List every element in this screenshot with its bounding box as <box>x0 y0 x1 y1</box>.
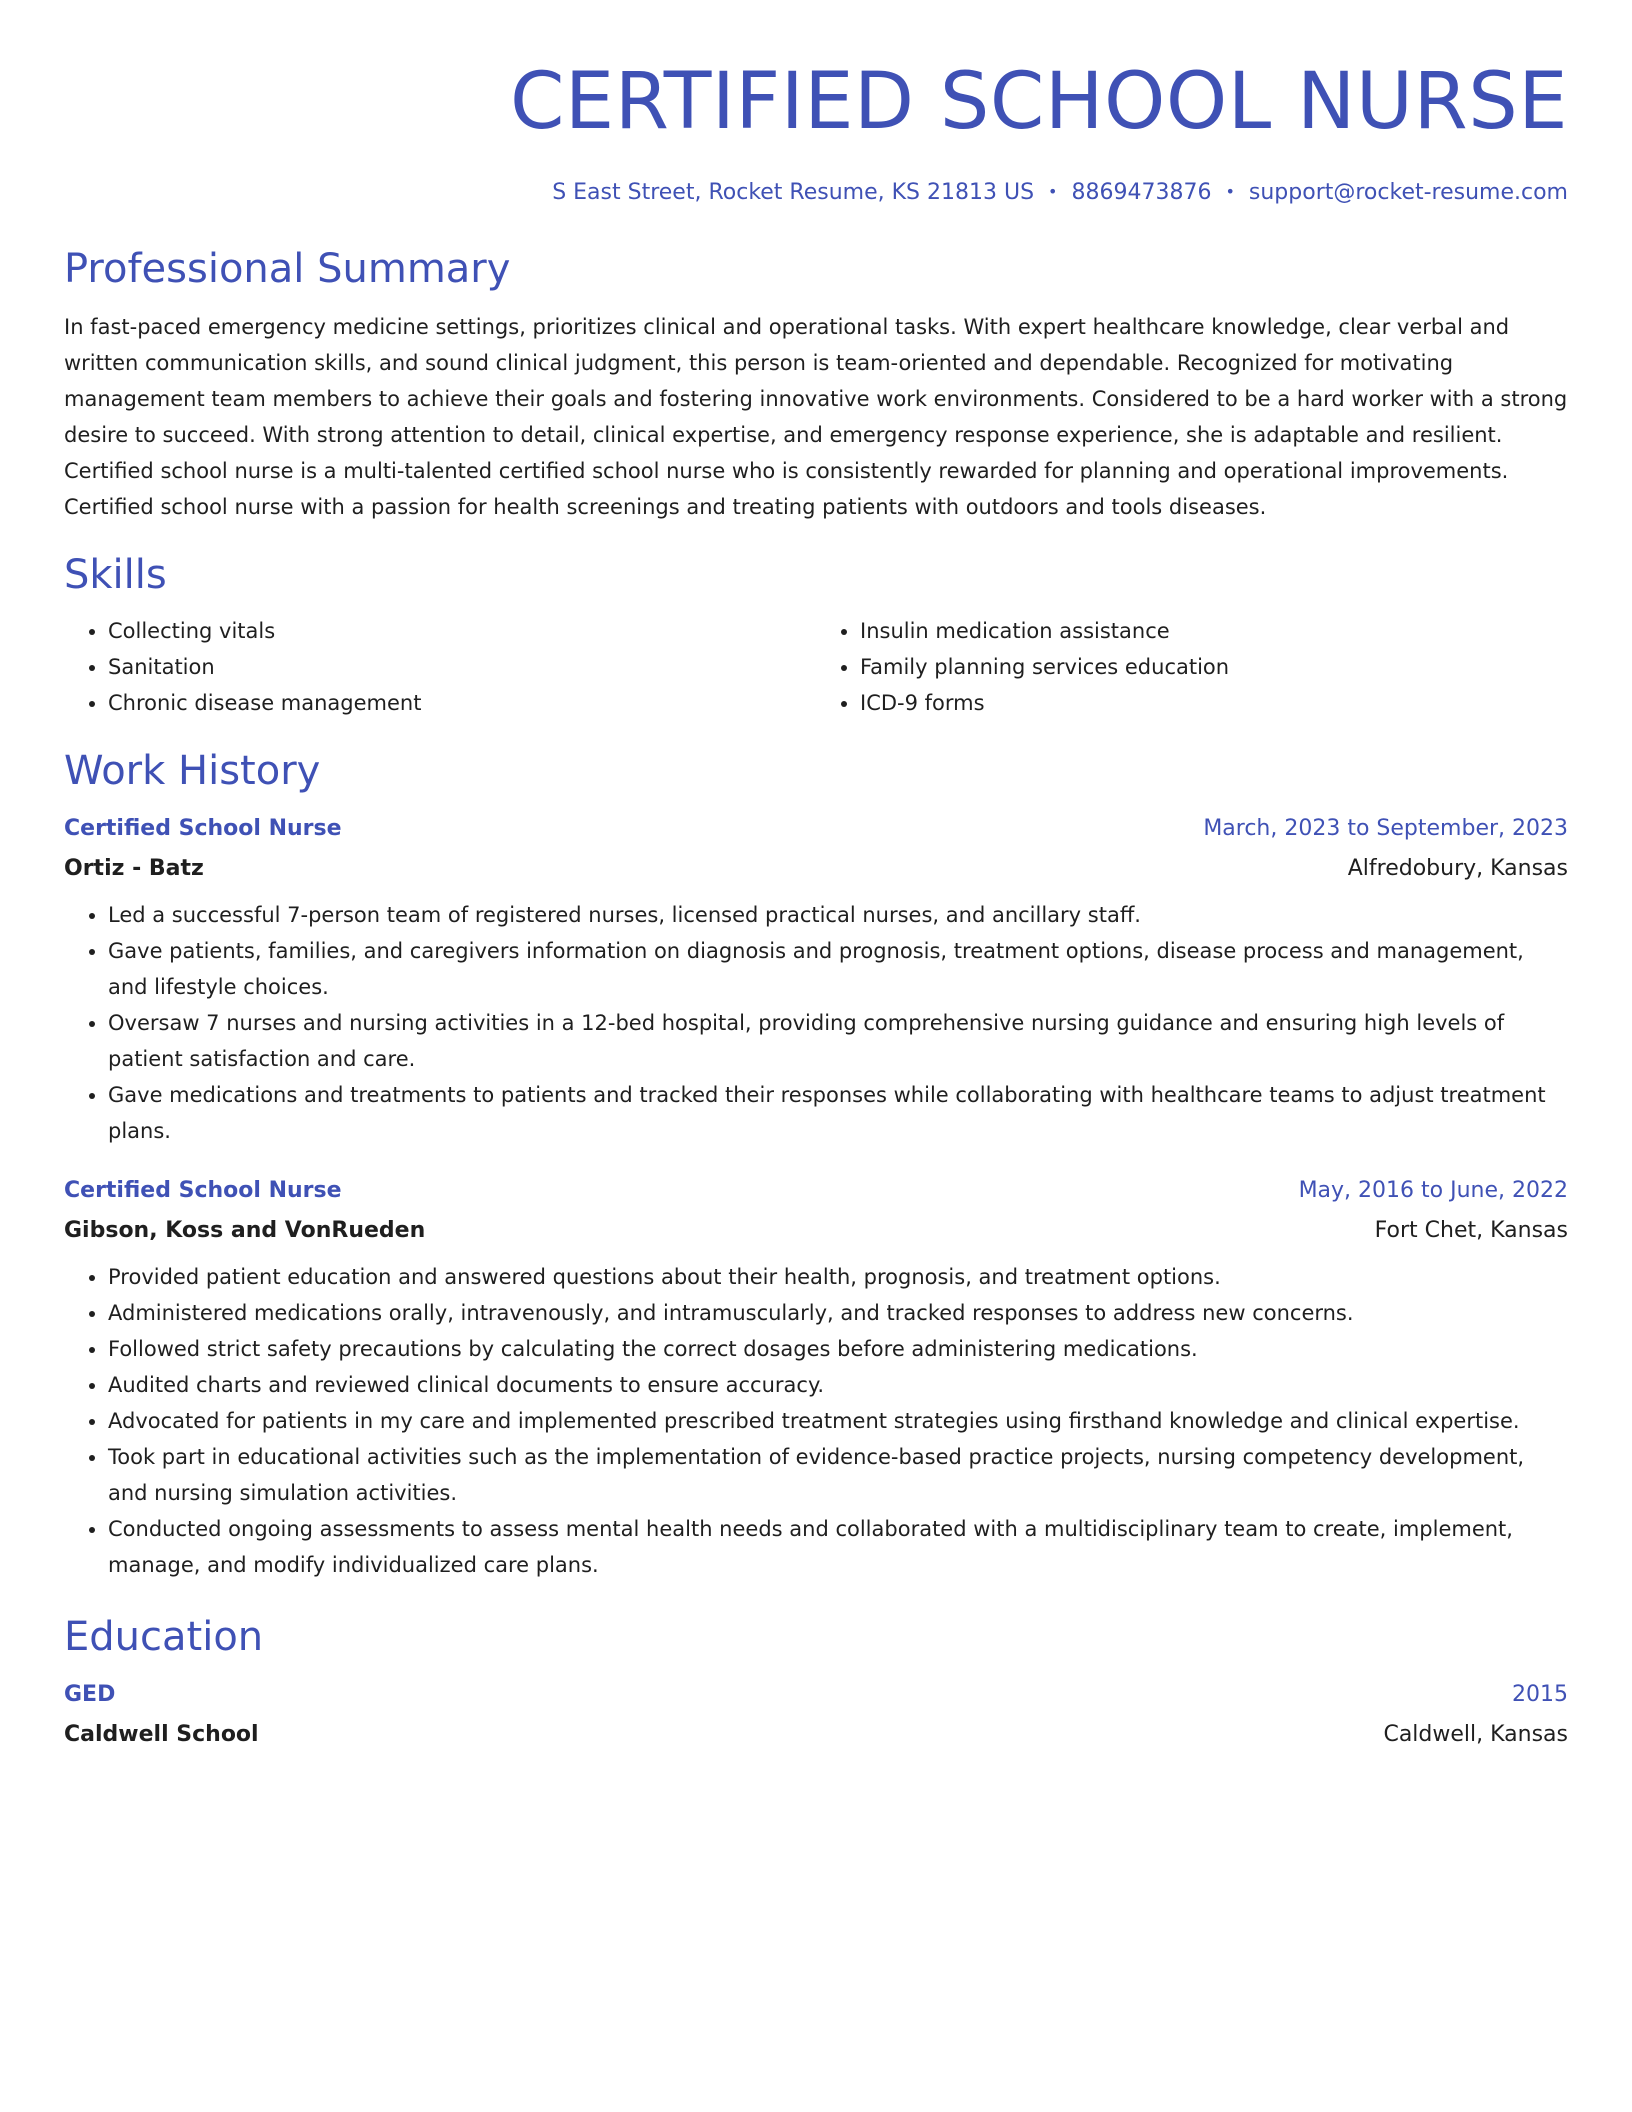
skills-column-right <box>816 613 1568 721</box>
job-bullet: • Oversaw 7 nurses and nursing activities in a 12-bed hospital, providing comprehensive nursing guidance and ensuring high levels of patient satisfaction and care. <box>108 1005 1568 1077</box>
skills-section <box>64 547 1568 721</box>
skills-heading: Skills <box>64 552 167 598</box>
job-dates: May, 2016 to June, 2022 <box>1298 1178 1568 1203</box>
job-title: Certified School Nurse <box>64 1178 342 1203</box>
job-title: Certified School Nurse <box>64 816 342 841</box>
contact-email: support@rocket-resume.com <box>1248 180 1568 205</box>
summary-text: In fast-paced emergency medicine settings, prioritizes clinical and operational tasks. With expert healthcare knowledge, clear verbal and written communication skills, and sound clinical judgment, this person is team-oriented and dependable. Recognized for motivating management team members to achieve their goals and fostering innovative work environments. Considered to be a hard worker with a strong desire to succeed. With strong attention to detail, clinical expertise, and emergency response experience, she is adaptable and resilient. Certified school nurse is a multi-talented certified school nurse who is consistently rewarded for planning and operational improvements. Certified school nurse with a passion for health screenings and treating patients with outdoors and tools diseases. <box>64 315 1568 519</box>
skills-column-left <box>64 613 816 721</box>
job-bullets <box>64 897 1568 1149</box>
job-header-row <box>64 809 1568 849</box>
job-location: Alfredobury, Kansas <box>1347 856 1568 881</box>
job-company-row <box>64 849 1568 889</box>
job-bullet: • Audited charts and reviewed clinical documents to ensure accuracy. <box>108 1367 1568 1403</box>
education-section <box>64 1609 1568 1755</box>
job-bullet: • Took part in educational activities such as the implementation of evidence-based practice projects, nursing competency development, and nursing simulation activities. <box>108 1439 1568 1511</box>
job-entry <box>64 809 1568 1149</box>
job-bullet: • Advocated for patients in my care and implemented prescribed treatment strategies using firsthand knowledge and clinical expertise. <box>108 1403 1568 1439</box>
education-degree: GED <box>64 1682 116 1707</box>
resume-name: CERTIFIED SCHOOL NURSE <box>509 57 1568 147</box>
summary-heading: Professional Summary <box>64 246 511 292</box>
contact-line <box>64 176 1568 209</box>
job-bullet: • Administered medications orally, intravenously, and intramuscularly, and tracked responses to address new concerns. <box>108 1295 1568 1331</box>
work-history-section <box>64 743 1568 1583</box>
job-bullet: • Provided patient education and answered questions about their health, prognosis, and treatment options. <box>108 1259 1568 1295</box>
job-dates: March, 2023 to September, 2023 <box>1203 816 1568 841</box>
job-bullet: • Gave patients, families, and caregivers information on diagnosis and prognosis, treatment options, disease process and management, and lifestyle choices. <box>108 933 1568 1005</box>
contact-phone: 8869473876 <box>1071 180 1212 205</box>
resume-header <box>64 52 1568 209</box>
skills-grid <box>64 613 1568 721</box>
education-heading: Education <box>64 1614 264 1660</box>
contact-separator: • <box>1225 182 1235 201</box>
summary-section <box>64 241 1568 525</box>
skill-item: • Collecting vitals <box>108 613 816 649</box>
job-company: Gibson, Koss and VonRueden <box>64 1218 426 1243</box>
job-bullet: • Gave medications and treatments to patients and tracked their responses while collaborating with healthcare teams to adjust treatment plans. <box>108 1077 1568 1149</box>
job-company: Ortiz - Batz <box>64 856 204 881</box>
contact-separator: • <box>1048 182 1058 201</box>
job-bullets <box>64 1259 1568 1583</box>
education-year: 2015 <box>1512 1682 1568 1707</box>
job-header-row <box>64 1171 1568 1211</box>
education-school-row <box>64 1715 1568 1755</box>
job-bullet: • Followed strict safety precautions by calculating the correct dosages before administering medications. <box>108 1331 1568 1367</box>
education-header-row <box>64 1675 1568 1715</box>
education-location: Caldwell, Kansas <box>1383 1722 1568 1747</box>
skill-item: • Chronic disease management <box>108 685 816 721</box>
job-bullet: • Conducted ongoing assessments to assess mental health needs and collaborated with a multidisciplinary team to create, implement, manage, and modify individualized care plans. <box>108 1511 1568 1583</box>
job-company-row <box>64 1211 1568 1251</box>
job-bullet: • Led a successful 7-person team of registered nurses, licensed practical nurses, and ancillary staff. <box>108 897 1568 933</box>
education-school: Caldwell School <box>64 1722 259 1747</box>
skill-item: • Family planning services education <box>860 649 1568 685</box>
work-history-heading: Work History <box>64 748 321 794</box>
contact-address: S East Street, Rocket Resume, KS 21813 US <box>552 180 1035 205</box>
education-entry <box>64 1675 1568 1755</box>
skill-item: • Insulin medication assistance <box>860 613 1568 649</box>
skill-item: • ICD-9 forms <box>860 685 1568 721</box>
job-entry <box>64 1171 1568 1583</box>
job-location: Fort Chet, Kansas <box>1374 1218 1568 1243</box>
skill-item: • Sanitation <box>108 649 816 685</box>
